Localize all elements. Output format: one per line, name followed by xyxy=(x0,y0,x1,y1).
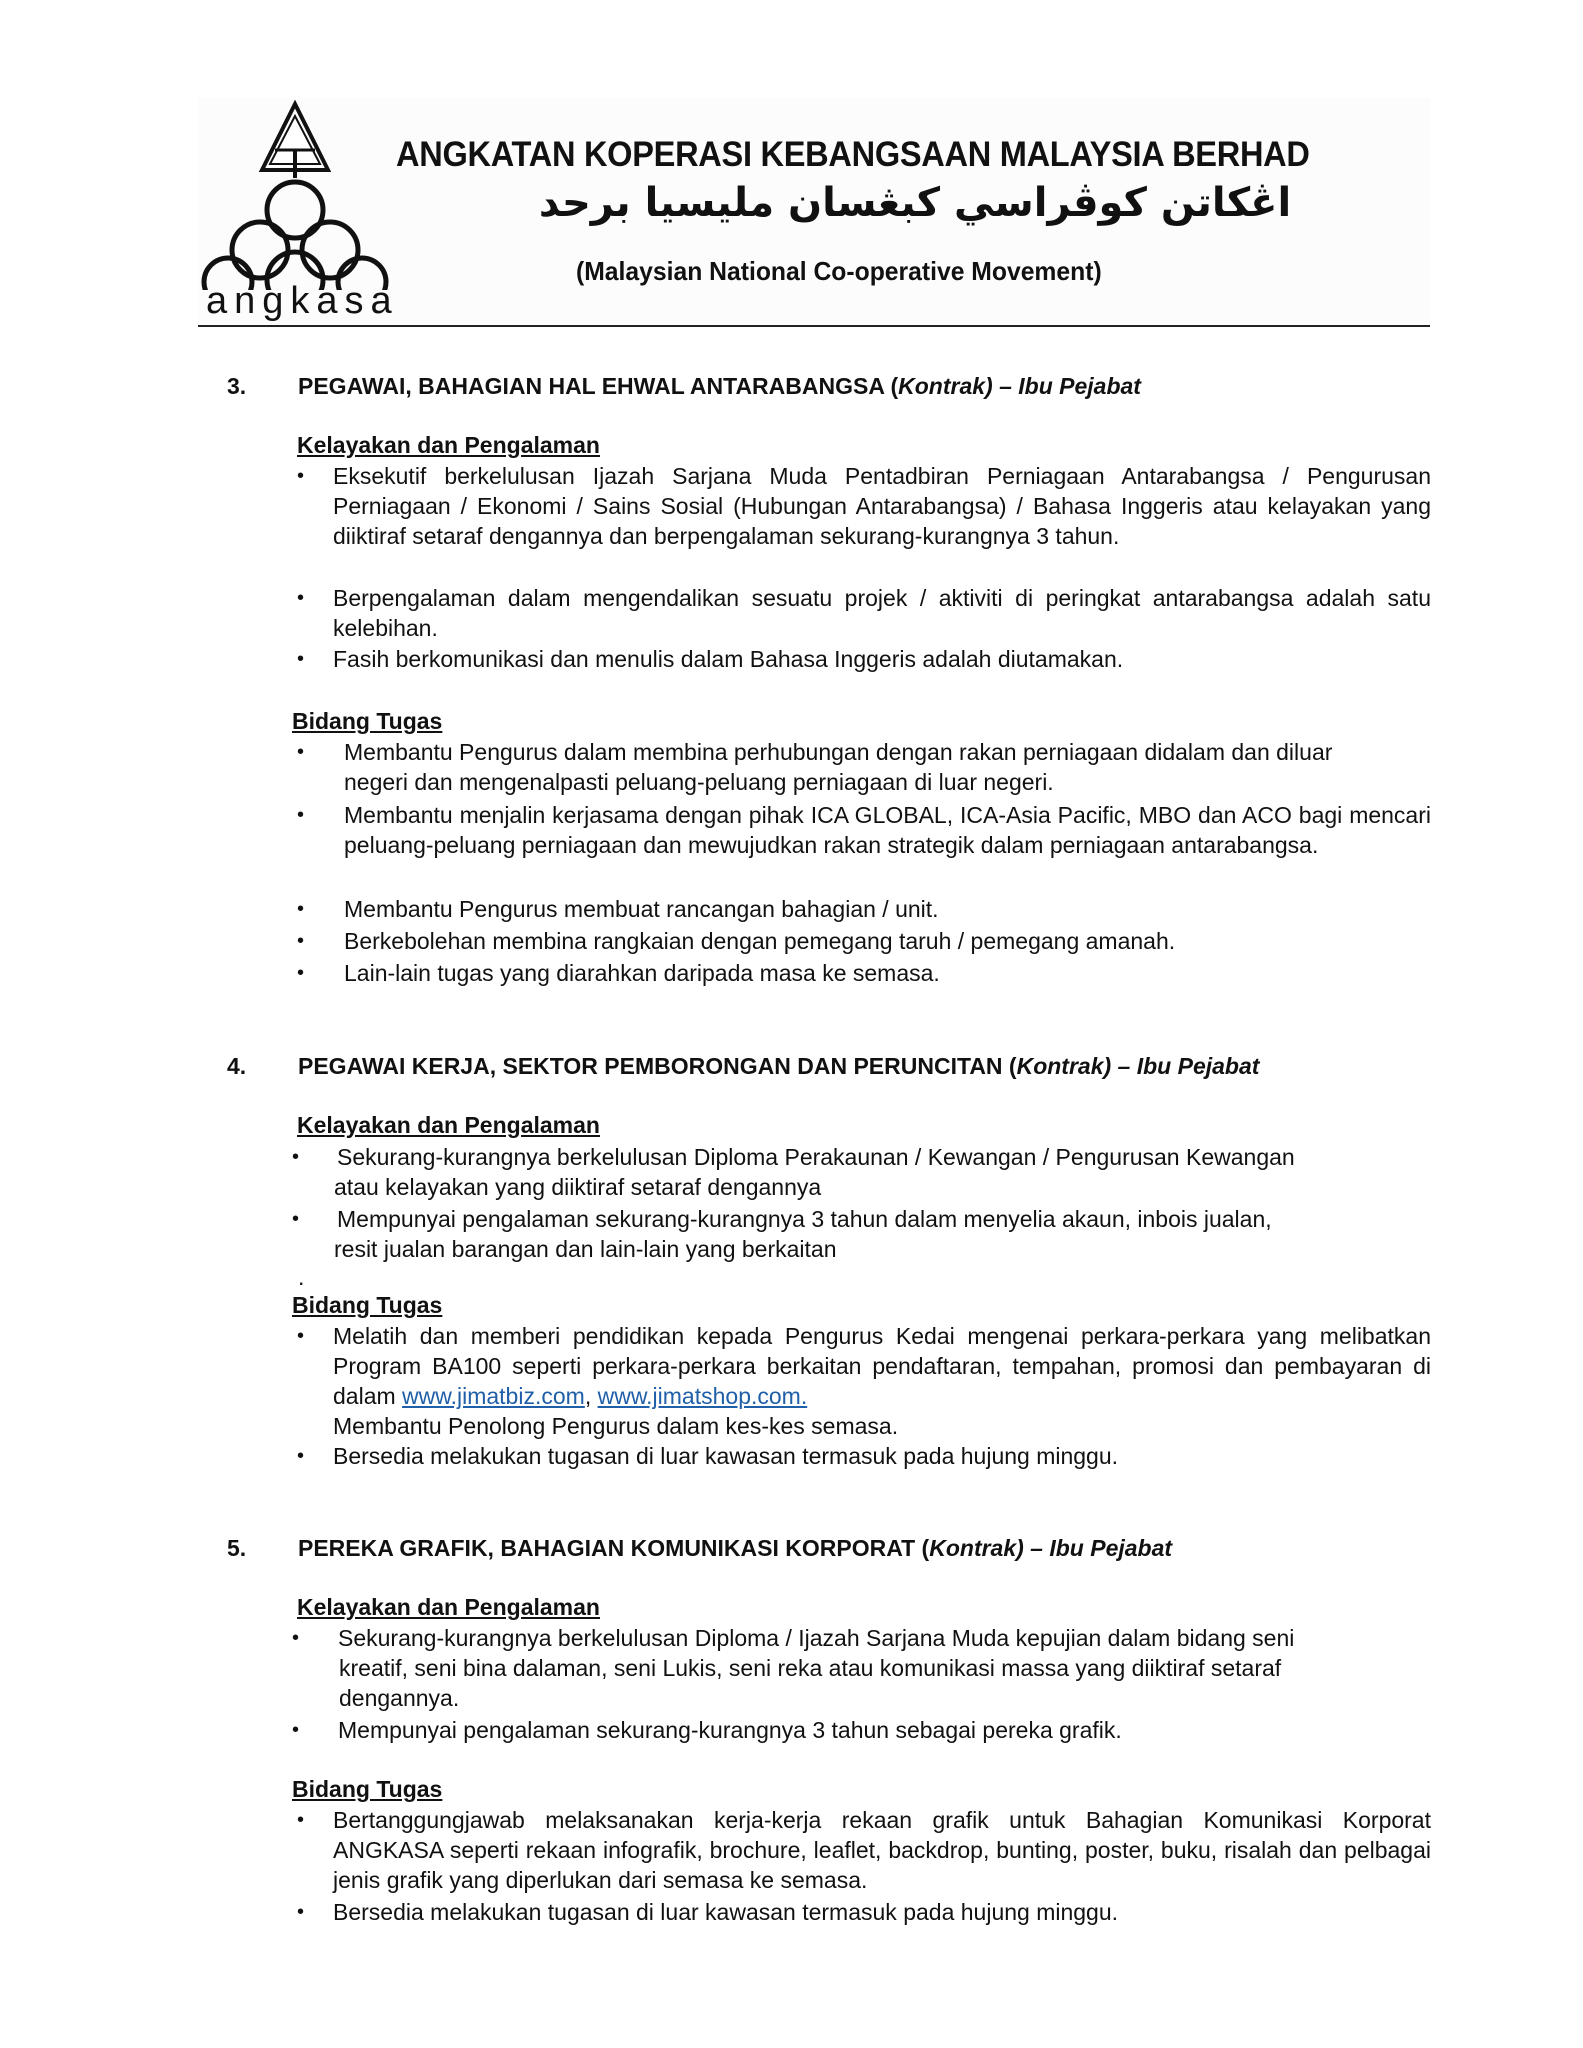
qualifications-heading: Kelayakan dan Pengalaman xyxy=(297,1594,600,1620)
bullet-icon: • xyxy=(297,465,305,487)
duty-item: • Membantu Pengurus membuat rancangan bahagian / unit. xyxy=(297,896,939,922)
jimatbiz-link[interactable]: www.jimatbiz.com xyxy=(402,1383,585,1409)
logo-wordmark: angkasa xyxy=(206,280,399,322)
section-4-title xyxy=(227,1053,1259,1080)
section-5-title xyxy=(227,1535,1172,1562)
angkasa-logo xyxy=(200,100,410,325)
bullet-icon: • xyxy=(292,1627,300,1649)
bullet-icon: • xyxy=(292,1208,300,1230)
qualification-item: • Sekurang-kurangnya berkelulusan Diploma / Ijazah Sarjana Muda kepujian dalam bidang seni xyxy=(292,1625,1295,1651)
duty-item: • Membantu menjalin kerjasama dengan pihak ICA GLOBAL, ICA-Asia Pacific, MBO dan ACO bagi mencari peluang-peluang perniagaan dan mewujudkan rakan strategik dalam perniagaan antarabangsa. xyxy=(297,802,1431,858)
qualification-item-continued: kreatif, seni bina dalaman, seni Lukis, seni reka atau komunikasi massa yang diiktiraf setaraf xyxy=(339,1655,1282,1681)
duty-item: • Membantu Pengurus dalam membina perhubungan dengan rakan perniagaan didalam dan diluar negeri dan mengenalpasti peluang-peluang perniagaan di luar negeri. xyxy=(297,739,1333,795)
duty-item: • Lain-lain tugas yang diarahkan daripada masa ke semasa. xyxy=(297,960,940,986)
bullet-icon: • xyxy=(292,1719,300,1741)
bullet-icon: • xyxy=(297,648,305,670)
qualification-item: • Sekurang-kurangnya berkelulusan Diploma Perakaunan / Kewangan / Pengurusan Kewangan xyxy=(292,1144,1295,1170)
organization-subtitle: (Malaysian National Co-operative Movement) xyxy=(576,256,1102,286)
qualification-item: • Mempunyai pengalaman sekurang-kurangnya 3 tahun sebagai pereka grafik. xyxy=(292,1717,1122,1743)
duties-heading: Bidang Tugas xyxy=(292,1292,443,1318)
duty-item: • Bersedia melakukan tugasan di luar kawasan termasuk pada hujung minggu. xyxy=(297,1443,1119,1469)
jimatshop-link[interactable]: www.jimatshop.com. xyxy=(597,1383,808,1409)
duties-heading: Bidang Tugas xyxy=(292,1776,443,1802)
contract-location: Kontrak) – Ibu Pejabat xyxy=(898,373,1141,399)
duty-item-continued: Membantu Penolong Pengurus dalam kes-kes semasa. xyxy=(333,1413,899,1439)
stray-dot: . xyxy=(298,1264,305,1290)
qualification-item: • Fasih berkomunikasi dan menulis dalam Bahasa Inggeris adalah diutamakan. xyxy=(297,646,1124,672)
section-number: 4. xyxy=(227,1053,247,1079)
qualifications-heading: Kelayakan dan Pengalaman xyxy=(297,1112,600,1138)
position-title: PEGAWAI, BAHAGIAN HAL EHWAL ANTARABANGSA ( xyxy=(298,373,899,399)
bullet-icon: • xyxy=(297,587,305,609)
bullet-icon: • xyxy=(297,962,305,984)
bullet-icon: • xyxy=(292,1146,300,1168)
duty-item: • Bertanggungjawab melaksanakan kerja-kerja rekaan grafik untuk Bahagian Komunikasi Korporat ANGKASA seperti rekaan infografik, brochure, leaflet, backdrop, bunting, poster, buku, risalah dan pelbagai jenis grafik yang diperlukan dari semasa ke semasa. xyxy=(297,1807,1431,1893)
qualification-item-continued: dengannya. xyxy=(339,1685,460,1711)
qualification-item: • Eksekutif berkelulusan Ijazah Sarjana Muda Pentadbiran Perniagaan Antarabangsa / Pengurusan Perniagaan / Ekonomi / Sains Sosial (Hubungan Antarabangsa) / Bahasa Inggeris atau kelayakan yang diiktiraf setaraf dengannya dan berpengalaman sekurang-kurangnya 3 tahun. xyxy=(297,463,1431,549)
position-title: PEGAWAI KERJA, SEKTOR PEMBORONGAN DAN PERUNCITAN ( xyxy=(298,1053,1017,1079)
qualifications-heading: Kelayakan dan Pengalaman xyxy=(297,432,600,458)
duty-item: • Melatih dan memberi pendidikan kepada Pengurus Kedai mengenai perkara-perkara yang melibatkan Program BA100 seperti perkara-perkara berkaitan pendaftaran, tempahan, promosi dan pembayaran di dalam www.jimatbiz.com, www.jimatshop.com. xyxy=(297,1323,1431,1409)
qualification-item-continued: atau kelayakan yang diiktiraf setaraf dengannya xyxy=(334,1174,822,1200)
position-title: PEREKA GRAFIK, BAHAGIAN KOMUNIKASI KORPORAT ( xyxy=(298,1535,930,1561)
contract-location: Kontrak) – Ibu Pejabat xyxy=(1016,1053,1260,1079)
qualification-item: • Mempunyai pengalaman sekurang-kurangnya 3 tahun dalam menyelia akaun, inbois jualan, xyxy=(292,1206,1272,1232)
contract-location: Kontrak) – Ibu Pejabat xyxy=(929,1535,1173,1561)
qualification-item: • Berpengalaman dalam mengendalikan sesuatu projek / aktiviti di peringkat antarabangsa adalah satu kelebihan. xyxy=(297,585,1431,641)
duties-heading: Bidang Tugas xyxy=(292,708,443,734)
section-3-title xyxy=(227,373,1141,400)
bullet-icon: • xyxy=(297,1325,305,1347)
bullet-icon: • xyxy=(297,1901,305,1923)
duty-item: • Bersedia melakukan tugasan di luar kawasan termasuk pada hujung minggu. xyxy=(297,1899,1119,1925)
duty-item: • Berkebolehan membina rangkaian dengan pemegang taruh / pemegang amanah. xyxy=(297,928,1176,954)
organization-name: ANGKATAN KOPERASI KEBANGSAAN MALAYSIA BERHAD xyxy=(396,135,1310,174)
organization-name-jawi: اڠکاتن کوڤراسي کبڠسان مليسيا برحد xyxy=(538,180,1292,226)
section-number: 3. xyxy=(227,373,247,399)
qualification-item-continued: resit jualan barangan dan lain-lain yang berkaitan xyxy=(334,1236,837,1262)
bullet-icon: • xyxy=(297,741,305,763)
bullet-icon: • xyxy=(297,898,305,920)
bullet-icon: • xyxy=(297,1445,305,1467)
bullet-icon: • xyxy=(297,930,305,952)
rings-triangle-icon xyxy=(200,100,410,290)
section-number: 5. xyxy=(227,1535,247,1561)
bullet-icon: • xyxy=(297,1809,305,1831)
header-divider xyxy=(198,325,1430,327)
bullet-icon: • xyxy=(297,804,305,826)
